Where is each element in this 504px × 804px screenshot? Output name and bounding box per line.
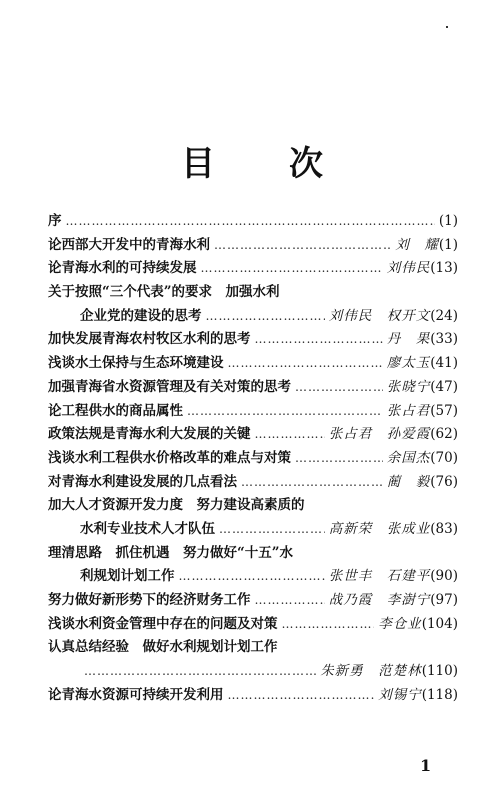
title-char: 次 [289, 144, 323, 184]
toc-entry [48, 210, 458, 234]
toc-entry [48, 447, 458, 471]
leader-dots [295, 447, 383, 471]
toc-title: 论青海水资源可持续开发利用 [48, 686, 224, 703]
toc-entry [48, 352, 458, 376]
toc-title: 企业党的建设的思考 [80, 307, 202, 324]
toc-line [80, 305, 458, 329]
leader-dots [179, 565, 325, 589]
toc-author: 高新荣 张成业 [328, 520, 431, 537]
leader-dots [255, 589, 325, 613]
toc-line [48, 423, 458, 447]
toc-title: 政策法规是青海水利大发展的关键 [48, 426, 251, 443]
toc-author: 张世丰 石建平 [328, 568, 431, 585]
toc-author: 丹 果 [386, 331, 431, 348]
toc-page: (76) [430, 473, 458, 490]
toc-line [48, 210, 458, 234]
toc-author: 朱新勇 范楚林 [320, 663, 422, 680]
toc-page: (33) [430, 331, 458, 348]
toc-entry [48, 328, 458, 352]
toc-page: (57) [430, 402, 458, 419]
toc-title: 努力做好新形势下的经济财务工作 [48, 592, 251, 608]
toc-title: 序 [48, 213, 62, 229]
toc-line [80, 660, 458, 684]
toc-entry [48, 400, 458, 424]
leader-dots [241, 471, 383, 495]
toc-title: 加大人才资源开发力度 努力建设高素质的 [48, 497, 305, 514]
leader-dots [255, 328, 383, 352]
toc-title: 论西部大开发中的青海水利 [48, 236, 210, 253]
toc-entry [48, 684, 458, 708]
toc-title: 利规划计划工作 [80, 568, 175, 585]
toc-entry [48, 660, 458, 684]
page-number: 1 [420, 756, 432, 775]
leader-dots [295, 376, 383, 400]
toc-title: 浅谈水利资金管理中存在的问题及对策 [48, 615, 278, 632]
toc-title: 水利专业技术人才队伍 [80, 520, 215, 537]
toc-author: 张晓宁 [386, 378, 431, 395]
toc-title: 浅谈水土保持与生态环境建设 [48, 355, 224, 372]
leader-dots [219, 518, 325, 542]
toc-line [48, 328, 458, 352]
toc-title: 加快发展青海农村牧区水利的思考 [48, 331, 251, 348]
toc-entry [48, 281, 458, 305]
leader-dots [66, 210, 435, 234]
toc-line [48, 281, 458, 305]
toc-line [48, 471, 458, 495]
toc-page: (47) [430, 378, 458, 395]
toc-author: 刘伟民 权开文 [328, 307, 431, 324]
table-of-contents [48, 210, 458, 707]
toc-line [80, 565, 458, 589]
toc-author: 刘 耀 [395, 236, 439, 253]
toc-author: 张占君 孙爱霞 [328, 426, 431, 443]
scan-speck [446, 26, 448, 28]
toc-line [48, 542, 458, 566]
toc-page: (1) [438, 236, 458, 253]
toc-entry [48, 305, 458, 329]
toc-entry [48, 542, 458, 566]
leader-dots [228, 352, 383, 376]
toc-line [48, 589, 458, 613]
toc-entry [48, 234, 458, 258]
leader-dots [228, 684, 375, 708]
toc-page: (97) [430, 592, 458, 608]
toc-title: 加强青海省水资源管理及有关对策的思考 [48, 378, 291, 395]
toc-author: 余国杰 [386, 449, 431, 466]
toc-line [48, 494, 458, 518]
toc-author: 刘锡宁 [378, 686, 422, 703]
toc-title: 浅谈水利工程供水价格改革的难点与对策 [48, 449, 291, 466]
toc-author: 李仓业 [378, 615, 422, 632]
toc-entry [48, 376, 458, 400]
leader-dots [206, 305, 325, 329]
toc-author: 战乃霞 李澍宁 [328, 592, 431, 608]
toc-page: (62) [430, 426, 458, 443]
toc-author: 蔺 毅 [386, 473, 431, 490]
toc-author: 张占君 [386, 402, 431, 419]
leader-dots [214, 234, 391, 258]
toc-entry [48, 518, 458, 542]
toc-author: 刘伟民 [386, 260, 431, 277]
toc-page: (70) [430, 449, 458, 466]
toc-line [48, 234, 458, 258]
toc-page: (90) [430, 568, 458, 585]
leader-dots [187, 400, 383, 424]
toc-line [80, 518, 458, 542]
toc-line [48, 376, 458, 400]
toc-line [48, 447, 458, 471]
toc-line [48, 257, 458, 281]
leader-dots [282, 613, 375, 637]
toc-title: 论青海水利的可持续发展 [48, 260, 197, 277]
title-char: 目 [181, 144, 215, 184]
toc-page: (118) [421, 686, 458, 703]
toc-title: 理清思路 抓住机遇 努力做好“十五”水 [48, 544, 294, 561]
toc-page: (24) [430, 307, 458, 324]
toc-entry [48, 589, 458, 613]
leader-dots [201, 257, 383, 281]
toc-entry [48, 423, 458, 447]
toc-line [48, 352, 458, 376]
toc-page: (104) [421, 615, 458, 632]
toc-page: (1) [438, 213, 458, 229]
toc-title: 论工程供水的商品属性 [48, 402, 183, 419]
toc-line [48, 400, 458, 424]
toc-title: 对青海水利建设发展的几点看法 [48, 473, 237, 490]
toc-line [48, 636, 458, 660]
toc-line [48, 613, 458, 637]
leader-dots [84, 660, 316, 684]
toc-title: 认真总结经验 做好水利规划计划工作 [48, 639, 278, 656]
toc-page: (13) [430, 260, 458, 277]
toc-entry [48, 494, 458, 518]
toc-entry [48, 636, 458, 660]
leader-dots [255, 423, 325, 447]
toc-title: 关于按照“三个代表”的要求 加强水利 [48, 284, 280, 301]
toc-page: (110) [421, 663, 458, 680]
toc-author: 廖太玉 [386, 355, 431, 372]
toc-page: (41) [430, 355, 458, 372]
toc-entry [48, 471, 458, 495]
page-title [0, 136, 504, 185]
toc-page: (83) [430, 520, 458, 537]
toc-line [48, 684, 458, 708]
toc-entry [48, 613, 458, 637]
toc-entry [48, 565, 458, 589]
toc-entry [48, 257, 458, 281]
